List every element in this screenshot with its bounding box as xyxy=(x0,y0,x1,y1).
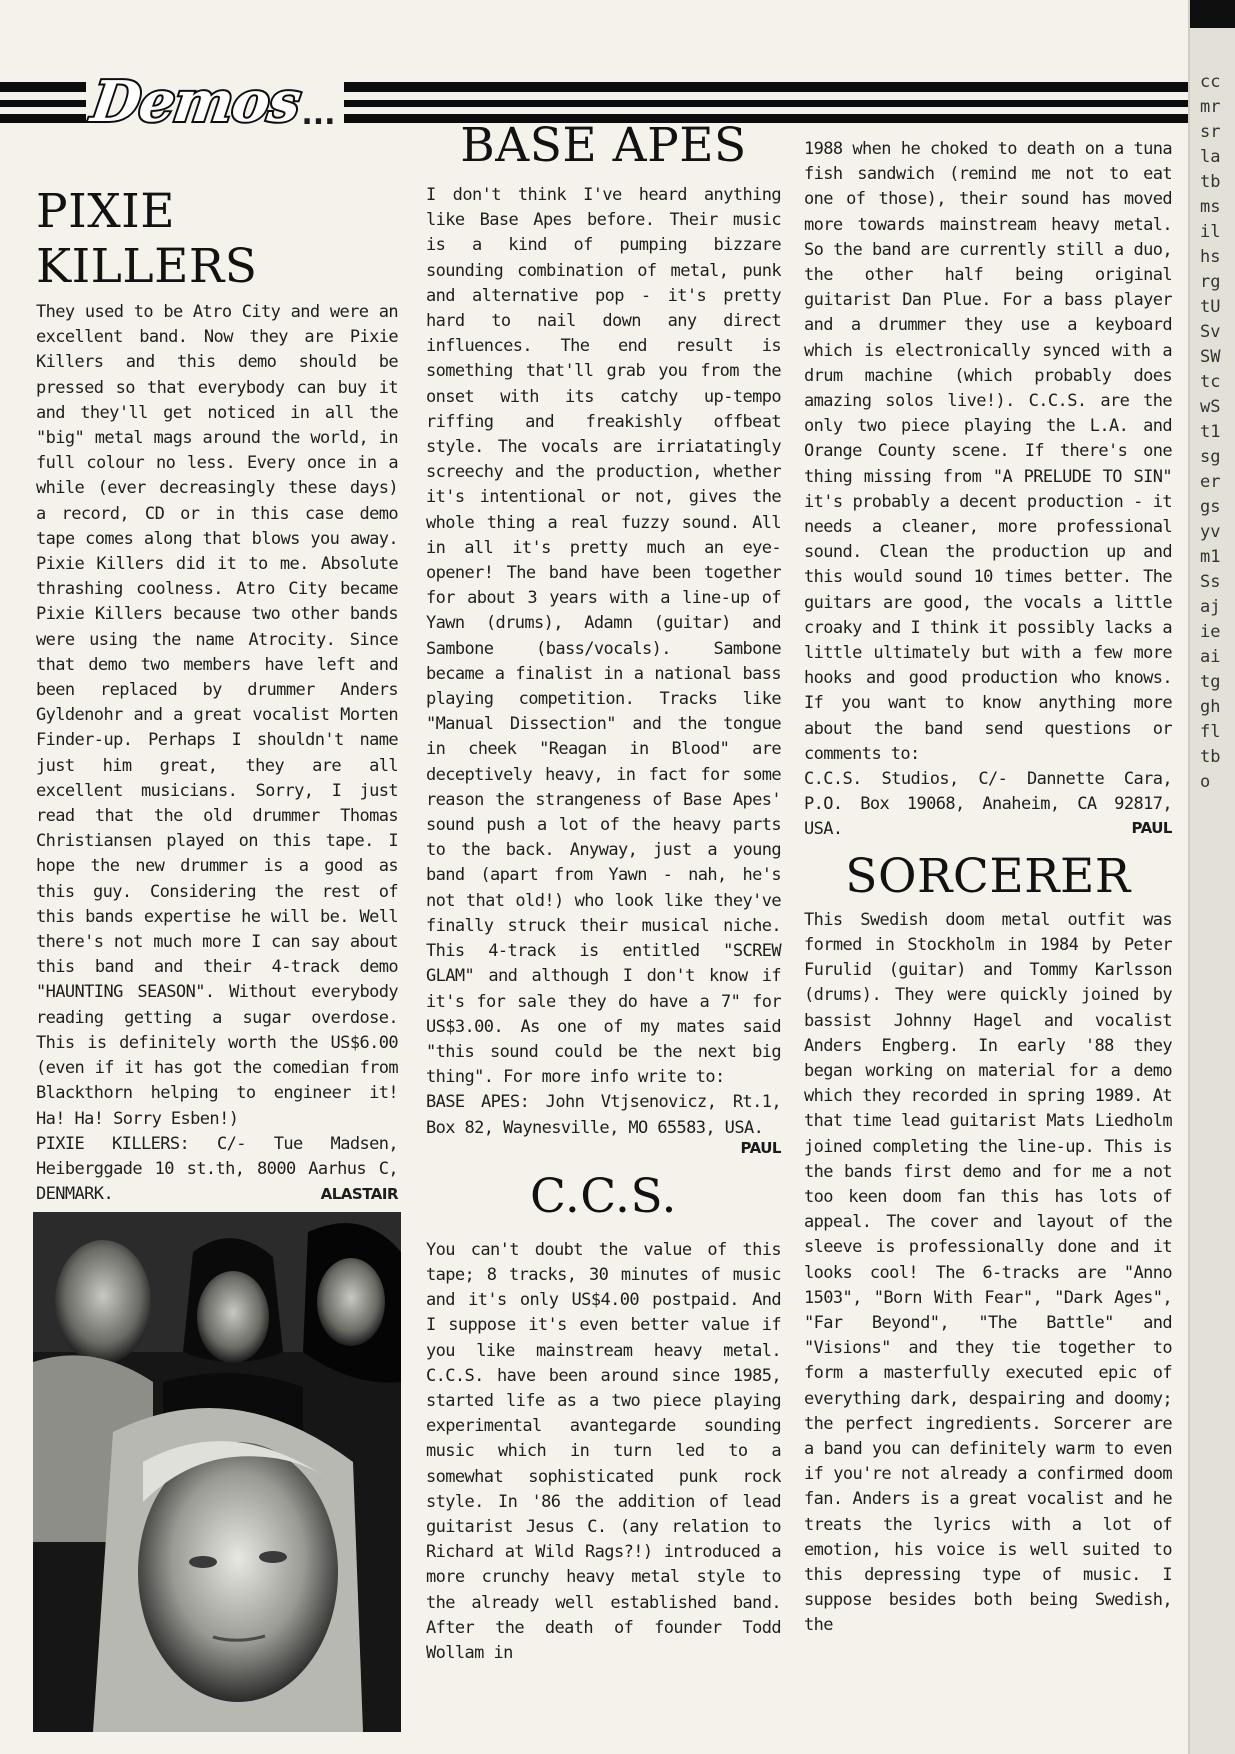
column-2 xyxy=(426,118,781,1666)
article-title-pixie-killers: PIXIE KILLERS xyxy=(36,184,258,294)
contact-address-ccs: C.C.S. Studios, C/- Dannette Cara, P.O. Box 19068, Anaheim, CA 92817, USA. xyxy=(804,769,1172,840)
article-body-base-apes: I don't think I've heard anything like Base Apes before. Their music is a kind of pumping bizzare sounding combination of metal, punk and alternative pop - it's pretty hard to nail down any direct influences. The end result is something that'll grab you from the onset with its catchy up-tempo riffing and freakishly offbeat style. The vocals are irriatatingly screechy and the production, whether it's intentional or not, gives the whole thing a real fuzzy sound. All in all it's pretty much an eye-opener! The band have been together for about 3 years with a line-up of Yawn (drums), Adamn (guitar) and Sambone (bass/vocals). Sambone became a finalist in a national bass playing competition. Tracks like "Manual Dissection" and the tongue in cheek "Reagan in Blood" are deceptively heavy, in fact for some reason the strangeness of Base Apes' sound push a lot of the heavy parts to the back. Anyway, just a young band (apart from Yawn - nah, he's not that old!) who look like they've finally struck their musical niche. This 4-track is entitled "SCREW GLAM" and although I don't know if it's for sale they do have a 7" for US$3.00. As one of my mates said "this sound could be the next big thing". For more info write to: xyxy=(426,185,781,1088)
contact-address-base-apes: BASE APES: John Vtjsenovicz, Rt.1, Box 82, Waynesville, MO 65583, USA. xyxy=(426,1092,781,1138)
column-3 xyxy=(804,137,1172,1639)
article-title-ccs: C.C.S. xyxy=(530,1168,677,1224)
article-body-sorcerer: This Swedish doom metal outfit was formed in Stockholm in 1984 by Peter Furulid (guitar) and Tommy Karlsson (drums). They were quickly joined by bassist Johnny Hagel and vocalist Anders Engberg. In early '88 they began working on material for a demo which they recorded in spring 1989. At that time lead guitarist Mats Liedholm joined completing the line-up. This is the bands first demo and for me a not too keen doom fan this has lots of appeal. The cover and layout of the sleeve is professionally done and it looks cool! The 6-tracks are "Anno 1503", "Born With Fear", "Dark Ages", "Far Beyond", "The Battle" and "Visions" and they tie together to form a masterfully executed epic of everything dark, despairing and doomy; the perfect ingredients. Sorcerer are a band you can definitely warm to even if you're not already a confirmed doom fan. Anders is a great vocalist and he treats the lyrics with a lot of emotion, his voice is well suited to this depressing type of music. I suppose besides both being Swedish, the xyxy=(804,909,1172,1636)
reviewer-signature: PAUL xyxy=(1131,818,1172,837)
reviewer-signature: ALASTAIR xyxy=(320,1185,398,1204)
page-corner-shadow xyxy=(1190,0,1235,28)
band-photo-image xyxy=(33,1212,401,1732)
band-photo xyxy=(33,1212,401,1732)
article-title-base-apes: BASE APES xyxy=(460,118,747,173)
article-body-ccs-continued: 1988 when he choked to death on a tuna fish sandwich (remind me not to eat one of those), their sound has moved more towards mainstream heavy metal. So the band are currently still a duo, the other half being original guitarist Dan Plue. For a bass player and a drummer they use a keyboard which is electronically synced with a drum machine (which probably does amazing solos live!). C.C.S. are the only two piece playing the L.A. and Orange County scene. If there's one thing missing from "A PRELUDE TO SIN" it's probably a decent production - it needs a cleaner, more professional sound. Clean the production up and this would sound 10 times better. The guitars are good, the vocals a little croaky and I think it possibly lacks a little ultimately but with a few more hooks and good production who knows. If you want to know anything more about the band send questions or comments to: xyxy=(804,139,1172,764)
demos-logo-word: Demos xyxy=(87,69,304,135)
column-1 xyxy=(36,150,398,1207)
article-body-ccs: You can't doubt the value of this tape; 8 tracks, 30 minutes of music and it's only US$4.00 postpaid. And I suppose it's even better value if you like mainstream heavy metal. C.C.S. have been around since 1985, started life as a two piece playing experimental avantegarde sounding music which in turn led to a somewhat sophisticated punk rock style. In '86 the addition of lead guitarist Jesus C. (any relation to Richard at Wild Rags?!) introduced a more crunchy heavy metal style to the already well established band. After the death of founder Todd Wollam in xyxy=(426,1239,781,1663)
reviewer-signature: PAUL xyxy=(740,1138,781,1157)
demos-logo-ellipsis: ... xyxy=(301,96,336,132)
next-page-edge xyxy=(1188,0,1235,1754)
demos-logo xyxy=(86,62,344,142)
contact-address-pixie-killers xyxy=(36,1132,398,1208)
next-page-bleed-text: ccmrsrlatbmsilhsrgtUSvSWtcwSt1sgergsyvm1Ssajieaitgghfltbo xyxy=(1200,72,1221,792)
article-body-pixie-killers: They used to be Atro City and were an excellent band. Now they are Pixie Killers and this demo should be pressed so that everybody can buy it and they'll get noticed in all the "big" metal mags around the world, in full colour no less. Every once in a while (ever decreasingly these days) a record, CD or in this case demo tape comes along that blows you away. Pixie Killers did it to me. Absolute thrashing coolness. Atro City became Pixie Killers because two other bands were using the name Atrocity. Since that demo two members have left and been replaced by drummer Anders Gyldenohr and a great vocalist Morten Finder-up. Perhaps I shouldn't name just him great, they are all excellent musicians. Sorry, I just read that the old drummer Thomas Christiansen played on this tape. I hope the new drummer is a good as this guy. Considering the rest of this bands expertise he will be. Well there's not much more I can say about this band and their 4-track demo "HAUNTING SEASON". Without everybody reading getting a sugar overdose. This is definitely worth the US$6.00 (even if it has got the comedian from Blackthorn helping to engineer it! Ha! Ha! Sorry Esben!) xyxy=(36,302,398,1129)
address-text: PIXIE KILLERS: C/- Tue Madsen, Heiberggade 10 st.th, 8000 Aarhus C, DENMARK. xyxy=(36,1133,398,1205)
article-title-sorcerer: SORCERER xyxy=(845,848,1131,904)
